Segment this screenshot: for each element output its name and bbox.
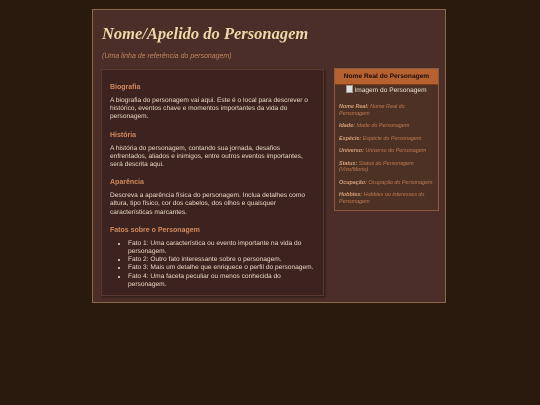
- facts-list: [110, 240, 315, 289]
- infobox-key: Nome Real:: [339, 104, 369, 110]
- infobox-key: Ocupação:: [339, 179, 367, 186]
- character-image-alt: Imagem do Personagem: [354, 87, 427, 94]
- character-image: [335, 85, 438, 99]
- section-text-biografia: A biografia do personagem vai aqui. Este é o local para descrever o histórico, eventos chave e momentos importantes da vida do personagem.: [110, 97, 308, 121]
- infobox-key: Status:: [339, 160, 358, 167]
- infobox-key: Universo:: [339, 148, 364, 154]
- infobox-value: Espécie do Personagem: [362, 135, 422, 142]
- infobox-value: Universo do Personagem: [365, 148, 427, 154]
- broken-image-icon: [346, 85, 353, 93]
- infobox-value: Status do Personagem (Vivo/Morto): [339, 160, 414, 173]
- page-subtitle: (Uma linha de referência do personagem): [102, 53, 232, 60]
- infobox-key: Idade:: [339, 123, 355, 129]
- infobox-row-especie: [339, 136, 434, 143]
- infobox-row-nome-real: [339, 104, 434, 117]
- list-item: • Fato 1: Uma característica ou evento importante na vida do personagem.: [128, 240, 315, 256]
- list-item: • Fato 3: Mais um detalhe que enriquece o perfil do personagem.: [128, 264, 315, 272]
- section-text-aparencia: Descreva a aparência física do personagem. Inclua detalhes como altura, tipo físico, cor dos cabelos, dos olhos e quaisquer características marcantes.: [110, 192, 305, 216]
- page-title: Nome/Apelido do Personagem: [102, 24, 309, 43]
- section-heading-aparencia: Aparência: [110, 179, 144, 187]
- list-item: • Fato 4: Uma faceta peculiar ou menos conhecida do personagem.: [128, 273, 315, 289]
- infobox-rows: [335, 99, 438, 205]
- infobox-header: Nome Real do Personagem: [335, 69, 438, 85]
- infobox-row-universo: [339, 148, 434, 155]
- main-content: [101, 69, 324, 296]
- infobox-row-hobbies: [339, 192, 434, 205]
- infobox-key: Espécie:: [339, 135, 362, 142]
- infobox-row-idade: [339, 123, 434, 130]
- section-text-historia: A história do personagem, contando sua jornada, desafios enfrentados, aliados e inimigos, entre outros eventos importantes, será descrita aqui.: [110, 144, 303, 169]
- infobox-value: Ocupação do Personagem: [368, 179, 433, 186]
- section-heading-historia: História: [110, 131, 137, 139]
- character-infobox: [334, 68, 439, 211]
- infobox-row-ocupacao: [339, 180, 434, 187]
- infobox-key: Hobbies:: [339, 192, 363, 198]
- list-item: • Fato 2: Outro fato interessante sobre o personagem.: [128, 256, 315, 264]
- infobox-value: Nome Real do Personagem: [339, 104, 405, 117]
- infobox-row-status: [339, 161, 434, 174]
- character-page: [92, 9, 446, 303]
- section-heading-fatos: Fatos sobre o Personagem: [110, 226, 200, 234]
- section-heading-biografia: Biografia: [110, 84, 141, 91]
- infobox-value: Hobbies ou interesses do Personagem: [339, 192, 425, 205]
- infobox-value: Idade do Personagem: [356, 123, 410, 129]
